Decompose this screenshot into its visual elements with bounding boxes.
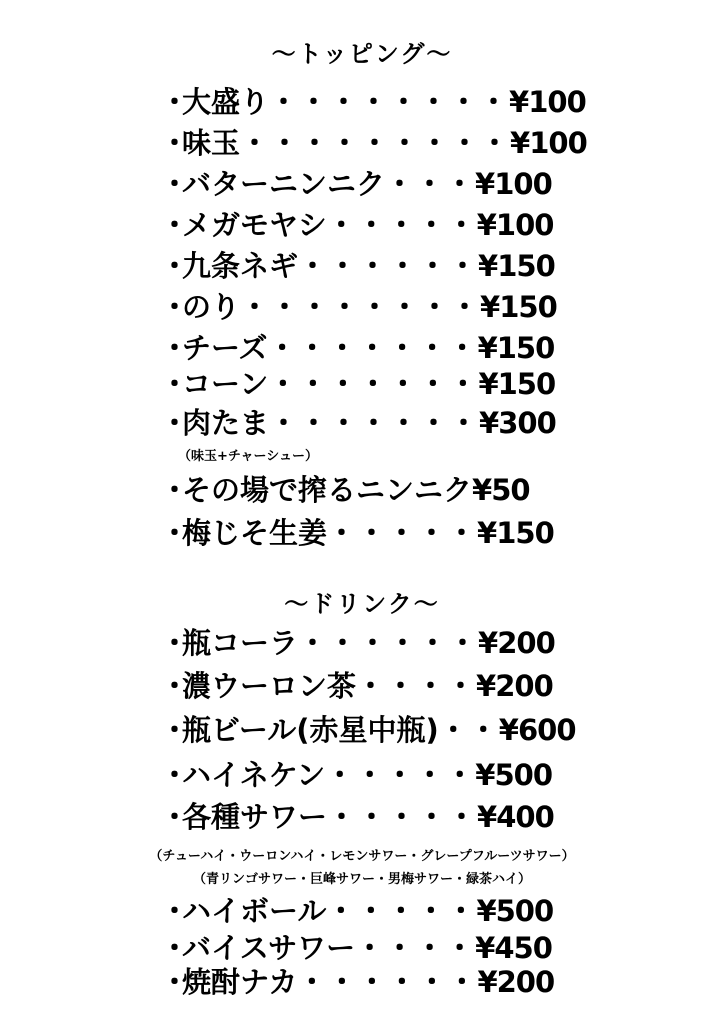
leader-dots: ・・・・・・ (297, 965, 478, 999)
bullet: ・ (160, 126, 190, 160)
item-price: ¥400 (477, 800, 554, 834)
item-price: ¥150 (477, 516, 554, 550)
menu-item-corn (160, 366, 555, 402)
bullet: ・ (160, 626, 190, 660)
bullet: ・ (160, 669, 190, 703)
menu-item-bottle-beer (160, 712, 576, 748)
item-price: ¥200 (476, 669, 553, 703)
leader-dots: ・・・・ (355, 931, 476, 965)
item-name: メガモヤシ (182, 208, 327, 242)
item-name: 各種サワー (182, 800, 328, 834)
leader-dots: ・・・・・・・ (267, 331, 478, 365)
bullet: ・ (160, 208, 190, 242)
menu-item-mega-moyashi (160, 207, 553, 243)
menu-item-oolong-tea (160, 668, 553, 704)
item-name: 九条ネギ (182, 249, 299, 283)
item-name: 濃ウーロン茶 (182, 669, 357, 703)
item-price: ¥500 (475, 758, 552, 792)
sour-note-1: （チューハイ・ウーロンハイ・レモンサワー・グレープフルーツサワー） (149, 849, 575, 864)
bullet: ・ (160, 406, 190, 440)
item-price: ¥600 (498, 713, 576, 747)
leader-dots: ・・・・・ (325, 758, 476, 792)
item-name: コーン (182, 367, 269, 401)
leader-dots: ・・・・ (356, 669, 477, 703)
bullet: ・ (160, 331, 190, 365)
bullet: ・ (160, 800, 190, 834)
menu-item-heineken (160, 757, 552, 793)
menu-item-nori (160, 289, 557, 325)
item-name: バイスサワー (182, 931, 356, 965)
menu-item-shochu-naka (160, 964, 554, 1000)
menu-item-cheese (160, 330, 554, 366)
leader-dots: ・・・・・・・ (269, 406, 480, 440)
item-price: ¥200 (477, 965, 555, 999)
item-price: ¥100 (510, 126, 587, 160)
item-name: チーズ (182, 331, 268, 365)
item-price: ¥150 (478, 367, 556, 401)
menu-item-kujo-negi (160, 248, 555, 284)
item-name: ハイボール (182, 894, 327, 928)
item-name: バターニンニク (182, 167, 386, 201)
bullet: ・ (160, 965, 190, 999)
leader-dots: ・・・・・・・・ (269, 85, 510, 119)
item-price: ¥150 (478, 249, 555, 283)
item-name: 梅じそ生姜 (182, 516, 328, 550)
menu-item-bottle-cola (160, 625, 555, 661)
leader-dots: ・・・・・ (327, 516, 478, 550)
leader-dots: ・・・・・・・・ (240, 290, 481, 324)
item-name: 味玉 (182, 126, 241, 160)
item-name: のり (182, 290, 241, 324)
leader-dots: ・・・・・・ (298, 626, 479, 660)
menu-item-sour-assorted (160, 799, 554, 835)
bullet: ・ (160, 167, 190, 201)
sour-note-2: （青リンゴサワー・巨峰サワー・男梅サワー・緑茶ハイ） (192, 872, 531, 887)
menu-item-nikutama (160, 405, 556, 441)
menu-item-garlic-fresh (160, 472, 530, 508)
item-price: ¥150 (480, 290, 557, 324)
item-name: ハイネケン (182, 758, 326, 792)
item-price: ¥50 (472, 473, 530, 507)
item-price: ¥300 (479, 406, 556, 440)
item-price: ¥100 (509, 85, 586, 119)
drinks-heading: 〜ドリンク〜 (284, 590, 440, 618)
bullet: ・ (160, 473, 190, 507)
nikutama-note: （味玉+チャーシュー） (178, 449, 318, 464)
item-price: ¥100 (475, 167, 552, 201)
leader-dots: ・・・・・ (326, 208, 477, 242)
item-price: ¥500 (476, 894, 554, 928)
menu-item-ajitama (160, 125, 587, 161)
bullet: ・ (160, 249, 190, 283)
menu-item-butter-garlic (160, 166, 552, 202)
leader-dots: ・・・ (385, 167, 476, 201)
leader-dots: ・・・・・ (326, 894, 477, 928)
bullet: ・ (160, 290, 190, 324)
leader-dots: ・・・・・・・ (268, 367, 479, 401)
item-price: ¥200 (478, 626, 555, 660)
item-name: 瓶ビール(赤星中瓶) (182, 713, 439, 747)
menu-item-ume-shiso-ginger (160, 515, 554, 551)
leader-dots: ・・ (438, 713, 499, 747)
menu-item-vice-sour (160, 930, 552, 966)
item-price: ¥100 (476, 208, 554, 242)
toppings-heading: 〜トッピング〜 (271, 40, 453, 68)
item-name: 焼酎ナカ (182, 965, 298, 999)
item-name: 肉たま (182, 406, 270, 440)
item-name: 瓶コーラ (182, 626, 299, 660)
bullet: ・ (160, 894, 190, 928)
menu-item-omori (160, 84, 586, 120)
menu-item-highball (160, 893, 553, 929)
bullet: ・ (160, 516, 190, 550)
leader-dots: ・・・・・・・・・ (240, 126, 511, 160)
bullet: ・ (160, 367, 190, 401)
bullet: ・ (160, 931, 190, 965)
item-name: 大盛り (182, 85, 270, 119)
item-name: その場で搾るニンニク (182, 473, 473, 507)
leader-dots: ・・・・・・ (298, 249, 479, 283)
item-price: ¥450 (475, 931, 552, 965)
bullet: ・ (160, 758, 190, 792)
item-price: ¥150 (477, 331, 555, 365)
leader-dots: ・・・・・ (327, 800, 478, 834)
bullet: ・ (160, 85, 190, 119)
bullet: ・ (160, 713, 190, 747)
